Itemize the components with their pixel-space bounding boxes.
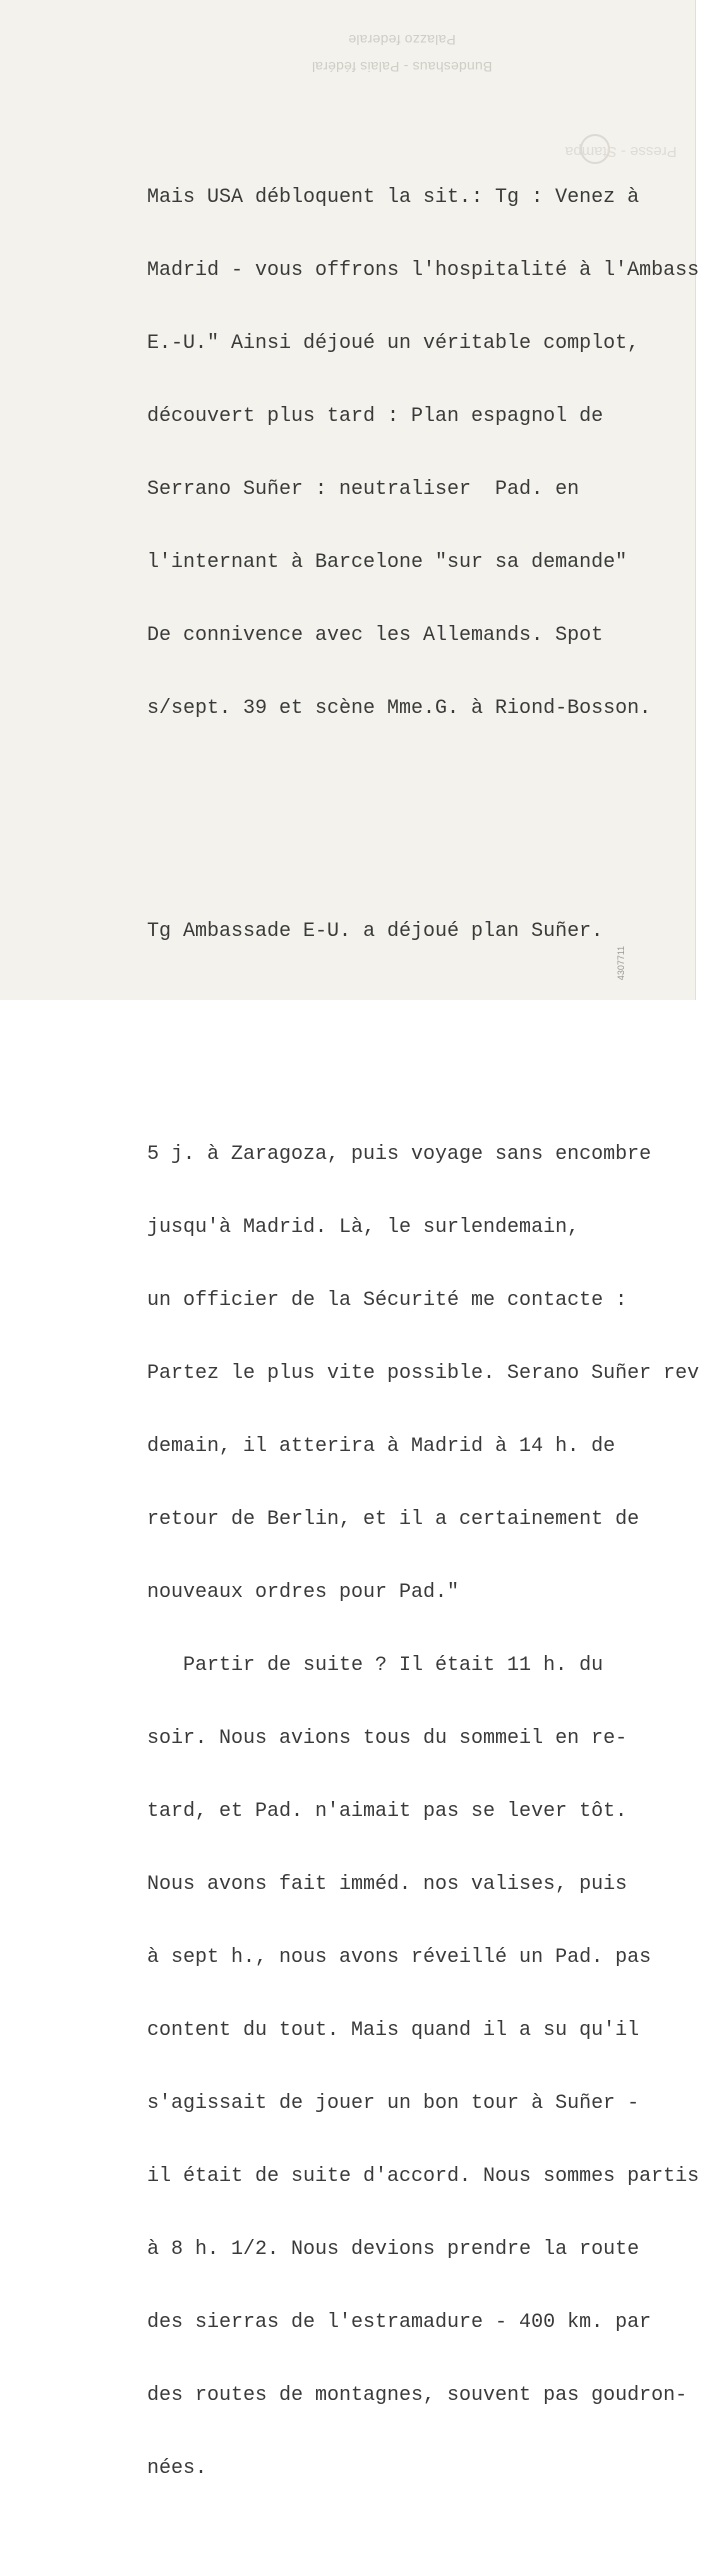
stamp-line-1: Bundeshaus - Palais fédéral [311,59,493,75]
text-line: à 8 h. 1/2. Nous devions prendre la route [147,2238,640,2261]
text-line: Partir de suite ? Il était 11 h. du [147,1654,604,1677]
text-line: Nous avons fait imméd. nos valises, puis [147,1873,628,1896]
text-line: des sierras de l'estramadure - 400 km. par [147,2311,652,2334]
text-line: il était de suite d'accord. Nous sommes partis [147,2165,700,2188]
text-line: à sept h., nous avons réveillé un Pad. pas [147,1946,652,1969]
text-line: 5 j. à Zaragoza, puis voyage sans encombre [147,1143,652,1166]
text-line: Serrano Suñer : neutraliser Pad. en [147,478,580,501]
text-line: découvert plus tard : Plan espagnol de [147,405,604,428]
archive-number: 4307711 [616,945,627,981]
text-line: nouveaux ordres pour Pad." [147,1581,460,1604]
letterhead-stamp [252,26,552,80]
paragraph-1 [147,138,699,768]
text-line: content du tout. Mais quand il a su qu'il [147,2019,640,2042]
text-line: Mais USA débloquent la sit.: Tg : Venez à [147,186,640,209]
text-line: s/sept. 39 et scène Mme.G. à Riond-Bosson. [147,697,652,720]
text-line: l'internant à Barcelone "sur sa demande" [147,551,628,574]
paragraph-gap [147,814,699,826]
text-line: retour de Berlin, et il a certainement de [147,1508,640,1531]
stamp-line-3: Presse - Stampa [565,143,677,160]
text-line: E.-U." Ainsi déjoué un véritable complot, [147,332,640,355]
text-line: soir. Nous avions tous du sommeil en re- [147,1727,628,1750]
text-line: un officier de la Sécurité me contacte : [147,1289,628,1312]
text-line: Partez le plus vite possible. Serano Suñer rev [147,1362,700,1385]
text-line: tard, et Pad. n'aimait pas se lever tôt. [147,1800,628,1823]
text-line: s'agissait de jouer un bon tour à Suñer - [147,2092,640,2115]
text-line: De connivence avec les Allemands. Spot [147,624,604,647]
text-line: nées. [147,2457,208,2480]
paragraph-3 [147,1095,699,2528]
stamp-line-2: Palazzo federale [348,32,456,48]
text-line: jusqu'à Madrid. Là, le surlendemain, [147,1216,580,1239]
text-line: demain, il atterira à Madrid à 14 h. de [147,1435,616,1458]
typewritten-text [147,92,699,2574]
text-line: Tg Ambassade E-U. a déjoué plan Suñer. [147,920,604,943]
paragraph-gap [147,1037,699,1049]
text-line: Madrid - vous offrons l'hospitalité à l'Ambass [147,259,700,282]
text-line: des routes de montagnes, souvent pas goudron- [147,2384,688,2407]
